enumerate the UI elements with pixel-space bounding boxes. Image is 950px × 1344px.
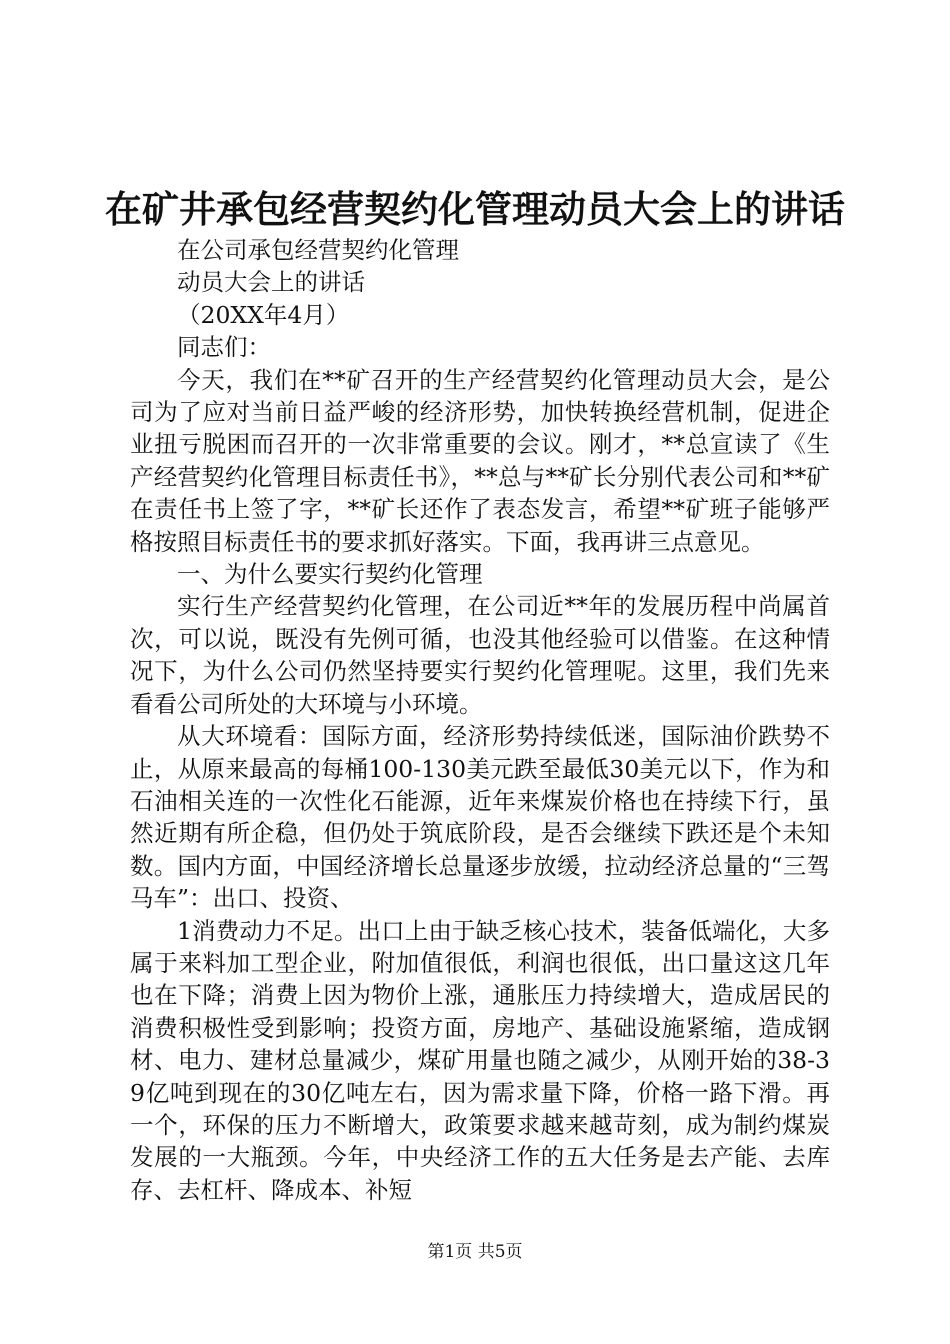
paragraph-salutation: 同志们： <box>177 333 271 362</box>
section-heading-1: 一、为什么要实行契约化管理 <box>177 560 483 589</box>
paragraph-intro: 今天，我们在**矿召开的生产经营契约化管理动员大会，是公司为了应对当前日益严峻的经济形势，加快转换经营机制，促进企业扭亏脱困而召开的一次非常重要的会议。刚才，**总宣读了《生产经营契约化管理目标责任书》，**总与**矿长分别代表公司和**矿在责任书上签了字，**矿长还作了表态发言，希望**矿班子能够严格按照目标责任书的要求抓好落实。下面，我再讲三点意见。 <box>130 365 830 556</box>
paragraph-subtitle-2: 动员大会上的讲话 <box>177 268 365 297</box>
paragraph-subtitle-1: 在公司承包经营契约化管理 <box>177 236 459 264</box>
paragraph-section-1: 实行生产经营契约化管理，在公司近**年的发展历程中尚属首次，可以说，既没有先例可循，也没其他经验可以借鉴。在这种情况下，为什么公司仍然坚持要实行契约化管理呢。这里，我们先来看看公司所处的大环境与小环境。 <box>130 592 830 718</box>
paragraph-macro-environment: 从大环境看：国际方面，经济形势持续低迷，国际油价跌势不止，从原来最高的每桶100-130美元跌至最低30美元以下，作为和石油相关连的一次性化石能源，近年来煤炭价格也在持续下行，虽然近期有所企稳，但仍处于筑底阶段，是否会继续下跌还是个未知数。国内方面，中国经济增长总量逐步放缓，拉动经济总量的“三驾马车”：出口、投资、 <box>130 722 830 913</box>
document-title: 在矿井承包经营契约化管理动员大会上的讲话 <box>105 187 845 231</box>
page-footer: 第1页 共5页 <box>427 1242 523 1262</box>
paragraph-date: （20XX年4月） <box>177 300 350 329</box>
document-body <box>130 234 830 1206</box>
paragraph-consumption: 1消费动力不足。出口上由于缺乏核心技术，装备低端化，大多属于来料加工型企业，附加值很低，利润也很低，出口量这这几年也在下降；消费上因为物价上涨，通胀压力持续增大，造成居民的消费积极性受到影响；投资方面，房地产、基础设施紧缩，造成钢材、电力、建材总量减少，煤矿用量也随之减少，从刚开始的38-39亿吨到现在的30亿吨左右，因为需求量下降，价格一路下滑。再一个，环保的压力不断增大，政策要求越来越苛刻，成为制约煤炭发展的一大瓶颈。今年，中央经济工作的五大任务是去产能、去库存、去杠杆、降成本、补短 <box>130 916 830 1204</box>
